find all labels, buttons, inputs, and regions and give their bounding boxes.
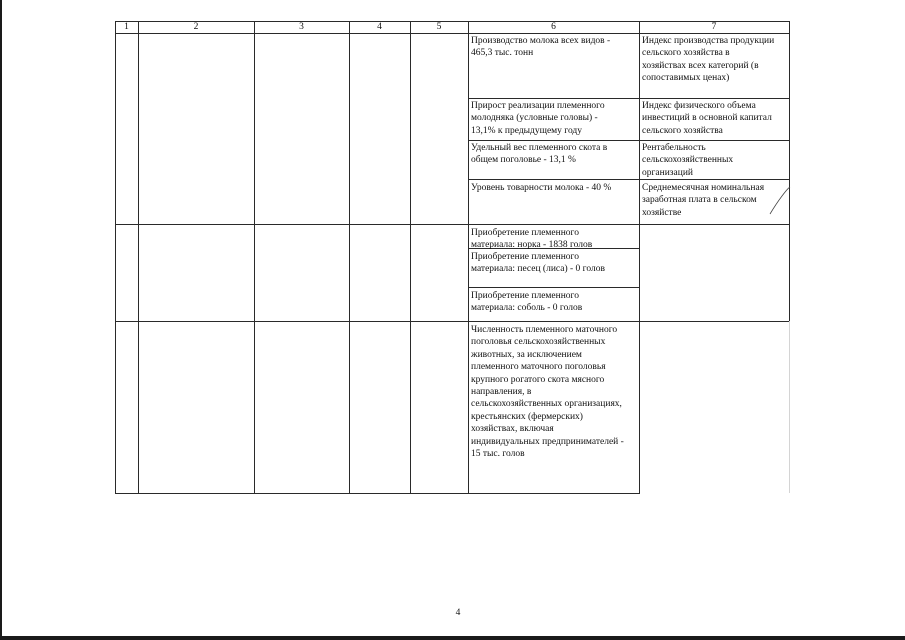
sub-divider-g1-2 (468, 140, 790, 141)
header-bottom-border (115, 33, 789, 34)
index-profitability: Рентабельность сельскохозяйственных организаций (642, 143, 734, 178)
indicator-milk-marketability: Уровень товарности молока - 40 % (471, 183, 612, 193)
column-number-3: 3 (299, 22, 304, 32)
scan-bottom-edge (0, 636, 905, 640)
col-border-6 (639, 21, 640, 494)
col-border-1 (138, 21, 139, 494)
indicator-breeding-youngstock-sales: Прирост реализации племенного молодняка (условные головы) - 13,1% к предыдущему году (471, 101, 605, 136)
indicator-mink-acquisition: Приобретение племенного материала: норка - 1838 голов (471, 228, 593, 251)
index-agricultural-production: Индекс производства продукции сельского хозяйства в хозяйствах всех категорий (в сопоставимых ценах) (642, 36, 775, 84)
col-border-3 (349, 21, 350, 494)
column-number-4: 4 (377, 22, 382, 32)
index-physical-investment: Индекс физического объема инвестиций в основной капитал сельского хозяйства (642, 101, 772, 136)
sub-divider-g1-1 (468, 98, 790, 99)
column-number-1: 1 (124, 22, 129, 32)
page-number: 4 (455, 608, 461, 618)
indicator-milk-production: Производство молока всех видов - 465,3 тыс. тонн (471, 36, 611, 59)
col-border-2 (254, 21, 255, 494)
indicator-breeding-livestock-share: Удельный вес племенного скота в общем поголовье - 13,1 % (471, 143, 608, 166)
table-bottom-border (115, 493, 639, 494)
indicator-sable-acquisition: Приобретение племенного материала: соболь - 0 голов (471, 291, 583, 314)
column-number-5: 5 (436, 22, 442, 32)
pen-stroke-mark (768, 186, 792, 216)
indicator-breeding-stock-count: Численность племенного маточного поголовья сельскохозяйственных животных, за исключением племенного маточного поголовья крупного рогатого скота мясного направления, в сельскохозяйственных организациях, крестьянских (фермерских) хозяйствах, включая индивидуальных предпринимателей - 15 тыс. голов (471, 325, 624, 460)
column-number-2: 2 (193, 22, 199, 32)
scan-left-edge (0, 0, 2, 640)
col-border-7-mid (789, 225, 790, 321)
col-border-7-faint (789, 321, 790, 493)
sub-divider-g2-2 (468, 287, 639, 288)
col-border-0 (115, 21, 116, 494)
row-divider-2 (115, 321, 789, 322)
column-number-7: 7 (711, 22, 717, 32)
col-border-4 (410, 21, 411, 494)
indicator-arctic-fox-acquisition: Приобретение племенного материала: песец (лиса) - 0 голов (471, 252, 605, 275)
column-number-6: 6 (551, 22, 556, 32)
col-border-5 (468, 21, 469, 494)
index-average-monthly-wage: Среднемесячная номинальная заработная плата в сельском хозяйстве (642, 183, 765, 218)
row-divider-1 (115, 224, 789, 225)
